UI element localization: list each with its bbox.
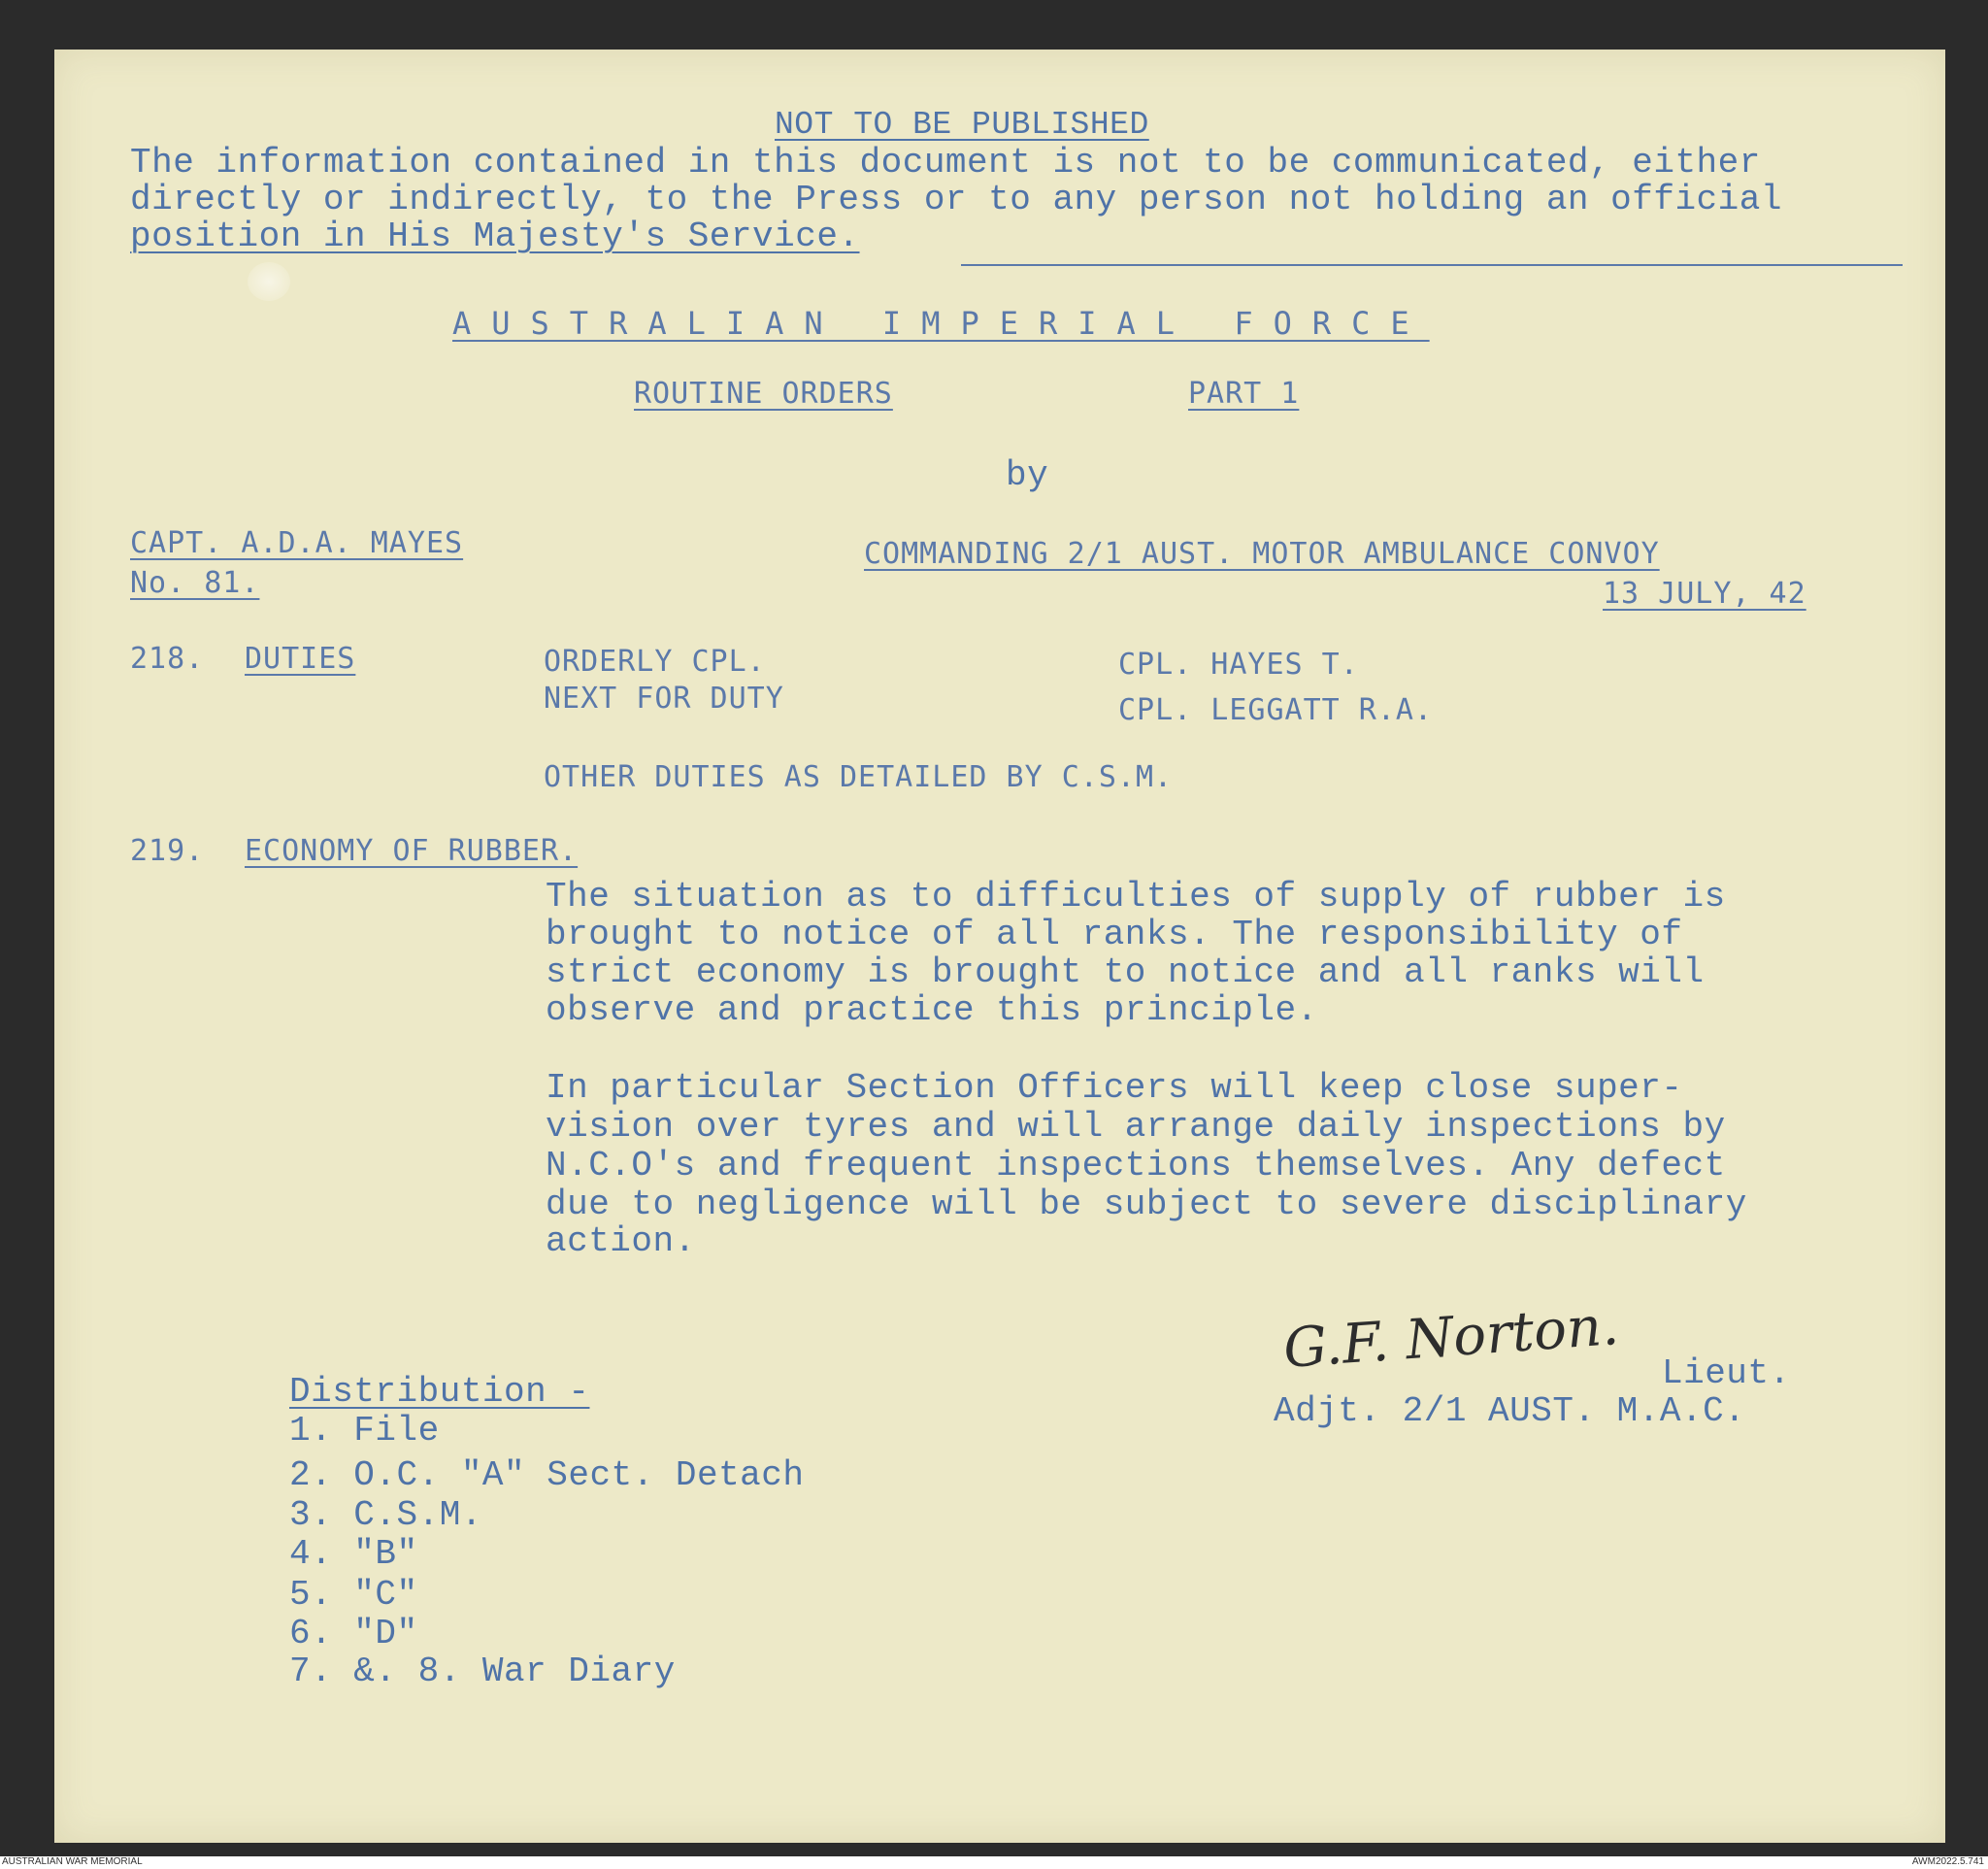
distribution-item: 5. "C": [289, 1575, 418, 1615]
para1-line-4: observe and practice this principle.: [546, 990, 1318, 1030]
force-title: AUSTRALIAN IMPERIAL FORCE: [452, 305, 1430, 342]
notice-line-3: position in His Majesty's Service.: [130, 217, 860, 256]
duty-role-2: NEXT FOR DUTY: [544, 682, 784, 716]
order-date: 13 JULY, 42: [1603, 577, 1806, 611]
distribution-item: 2. O.C. "A" Sect. Detach: [289, 1455, 805, 1495]
duty-name-1: CPL. HAYES T.: [1118, 648, 1359, 682]
notice-line-1: The information contained in this document is not to be communicated, either: [130, 143, 1761, 183]
not-to-be-published-heading: NOT TO BE PUBLISHED: [775, 107, 1149, 143]
para2-line-4: due to negligence will be subject to severe disciplinary: [546, 1185, 1747, 1224]
unit-name: COMMANDING 2/1 AUST. MOTOR AMBULANCE CONVOY: [864, 537, 1660, 571]
footer-right-label: AWM2022.5.741: [1911, 1856, 1984, 1867]
distribution-item: 4. "B": [289, 1534, 418, 1574]
routine-orders-label: ROUTINE ORDERS: [634, 377, 893, 411]
para2-line-3: N.C.O's and frequent inspections themselves. Any defect: [546, 1146, 1726, 1185]
item-218-title: DUTIES: [245, 642, 356, 676]
signature-rank: Lieut.: [1662, 1353, 1791, 1393]
para1-line-1: The situation as to difficulties of supply of rubber is: [546, 877, 1726, 917]
para1-line-2: brought to notice of all ranks. The responsibility of: [546, 915, 1683, 954]
handwritten-signature: G.F. Norton.: [1281, 1294, 1621, 1381]
distribution-item: 3. C.S.M.: [289, 1495, 482, 1535]
part-label: PART 1: [1188, 377, 1300, 411]
para2-line-1: In particular Section Officers will keep close super-: [546, 1068, 1683, 1108]
by-label: by: [1006, 455, 1049, 495]
item-218-number: 218.: [130, 642, 205, 676]
order-number: No. 81.: [130, 566, 260, 600]
other-duties: OTHER DUTIES AS DETAILED BY C.S.M.: [544, 760, 1174, 794]
commander-name: CAPT. A.D.A. MAYES: [130, 526, 464, 560]
duty-role-1: ORDERLY CPL.: [544, 645, 766, 679]
para2-line-5: action.: [546, 1221, 696, 1261]
notice-line-2: directly or indirectly, to the Press or to any person not holding an official: [130, 180, 1782, 219]
distribution-item: 6. "D": [289, 1614, 418, 1653]
archive-footer: [0, 1856, 1988, 1869]
notice-rule: [961, 264, 1903, 266]
distribution-heading: Distribution -: [289, 1372, 590, 1412]
distribution-item: 7. &. 8. War Diary: [289, 1652, 676, 1691]
signature-title: Adjt. 2/1 AUST. M.A.C.: [1274, 1391, 1746, 1431]
footer-left-label: AUSTRALIAN WAR MEMORIAL: [2, 1856, 143, 1867]
duty-name-2: CPL. LEGGATT R.A.: [1118, 693, 1434, 727]
para1-line-3: strict economy is brought to notice and all ranks will: [546, 952, 1705, 992]
item-219-title: ECONOMY OF RUBBER.: [245, 834, 579, 868]
punch-hole: [248, 262, 290, 301]
distribution-item: 1. File: [289, 1411, 440, 1451]
item-219-number: 219.: [130, 834, 205, 868]
para2-line-2: vision over tyres and will arrange daily inspections by: [546, 1107, 1726, 1147]
